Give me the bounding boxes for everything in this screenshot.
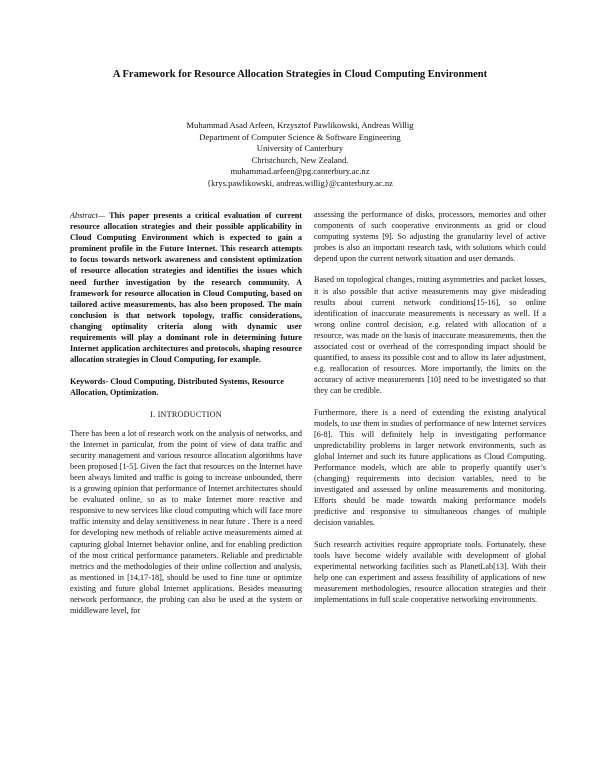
author-university: University of Canterbury [256, 143, 344, 154]
abstract [70, 210, 302, 365]
author-department: Department of Computer Science & Software Engineering [199, 131, 401, 142]
author-location: Christchurch, New Zealand. [251, 154, 349, 165]
paper-title: A Framework for Resource Allocation Strategies in Cloud Computing Environment [112, 69, 488, 80]
author-block [100, 120, 500, 190]
section-heading: I. INTRODUCTION [150, 409, 222, 419]
author-email-group: {krys.pawlikowski, andreas.willig}@canterbury.ac.nz [207, 177, 393, 188]
abstract-label: Abstract— [70, 211, 106, 220]
author-email-primary: muhammad.arfeen@pg.canterbury.ac.nz [230, 166, 370, 177]
author-names: Muhammad Asad Arfeen, Krzysztof Pawlikowski, Andreas Willig [186, 120, 414, 130]
body-paragraph: Based on topological changes, routing asymmetries and packet losses, it is also possible that active measurements may give misleading results about current network conditions[15-16], so online identification of inaccurate measurements is necessary as well. If a wrong online control decision, e.g. related with allocation of a resource, was made on the basis of inaccurate measurements, then the associated cost or overhead of the corresponding impact should be quantified, to assess its possible cost and to allow its later adjustment, e.g. reallocation of resources. More importantly, the limits on the accuracy of active measurements [10] need to be investigated so that they can be credible. [314, 275, 546, 396]
body-paragraph: Such research activities require appropriate tools. Fortunately, these tools have become widely available with development of global experimental networking facilities such as PlanetLab[13]. With their help one can experiment and assess feasibility of applications of new measurement methodologies, resource allocation strategies and their implementations in full scale cooperative networking environments. [314, 539, 546, 604]
abstract-text: This paper presents a critical evaluation of current resource allocation strategies and their possible applicability in Cloud Computing Environment which is expected to gain a prominent profile in the Future Internet. This research attempts to focus towards network awareness and consistent optimization of resource allocation strategies and identifies the issues which need further investigation by the research community. A framework for resource allocation in Cloud Computing, based on tailored active measurements, has also been proposed. The main conclusion is that network topology, traffic considerations, changing optimality criteria along with dynamic user requirements will play a dominant role in determining future Internet application architectures and protocols, shaping resource allocation strategies in Cloud Computing, for example. [70, 211, 302, 365]
body-paragraph: assessing the performance of disks, processors, memories and other components of such cooperative environments as grid or cloud computing systems [9]. So adjusting the granularity level of active probes is also an important research task, with solutions which could depend upon the current network situation and user demands. [314, 210, 546, 264]
intro-paragraph: There has been a lot of research work on the analysis of networks, and the Internet in particular, from the point of view of data traffic and security management and various resource allocation algorithms have been proposed [1-5]. Given the fact that resources on the Internet have been always limited and traffic is going to increase unbounded, there is a growing opinion that performance of Internet architectures should be evaluated online, so as to make Internet more reactive and responsive to new services like cloud computing which will face more traffic intensity and delay sensitiveness in near future . There is a need for developing new methods of reliable active measurements aimed at capturing global Internet behavior online, and for enabling prediction of the most critical performance parameters. Reliable and predictable metrics and the methodologies of their online collection and analysis, as mentioned in [14,17-18], should be used to fine tune or optimize existing and future global Internet applications. Besides measuring network performance, the probing can also be used at the system or middleware level, for [70, 428, 302, 616]
right-column [314, 209, 546, 615]
left-column [70, 210, 302, 616]
body-paragraph: Furthermore, there is a need of extending the existing analytical models, to use them in studies of performance of new Internet services [6-8]. This will definitely help in investigating performance unpredictability problems in larger network environments, such as global Internet and such its future applications as Cloud Computing. Performance models, which are able to properly quantify user’s (changing) requirements into decision variables, need to be investigated and assessed by online measurements and monitoring. Efforts should be made towards making performance models predictive and responsive to simultaneous changes of multiple decision variables. [314, 407, 546, 528]
keywords: Keywords- Cloud Computing, Distributed Systems, Resource Allocation, Optimization. [70, 377, 284, 398]
